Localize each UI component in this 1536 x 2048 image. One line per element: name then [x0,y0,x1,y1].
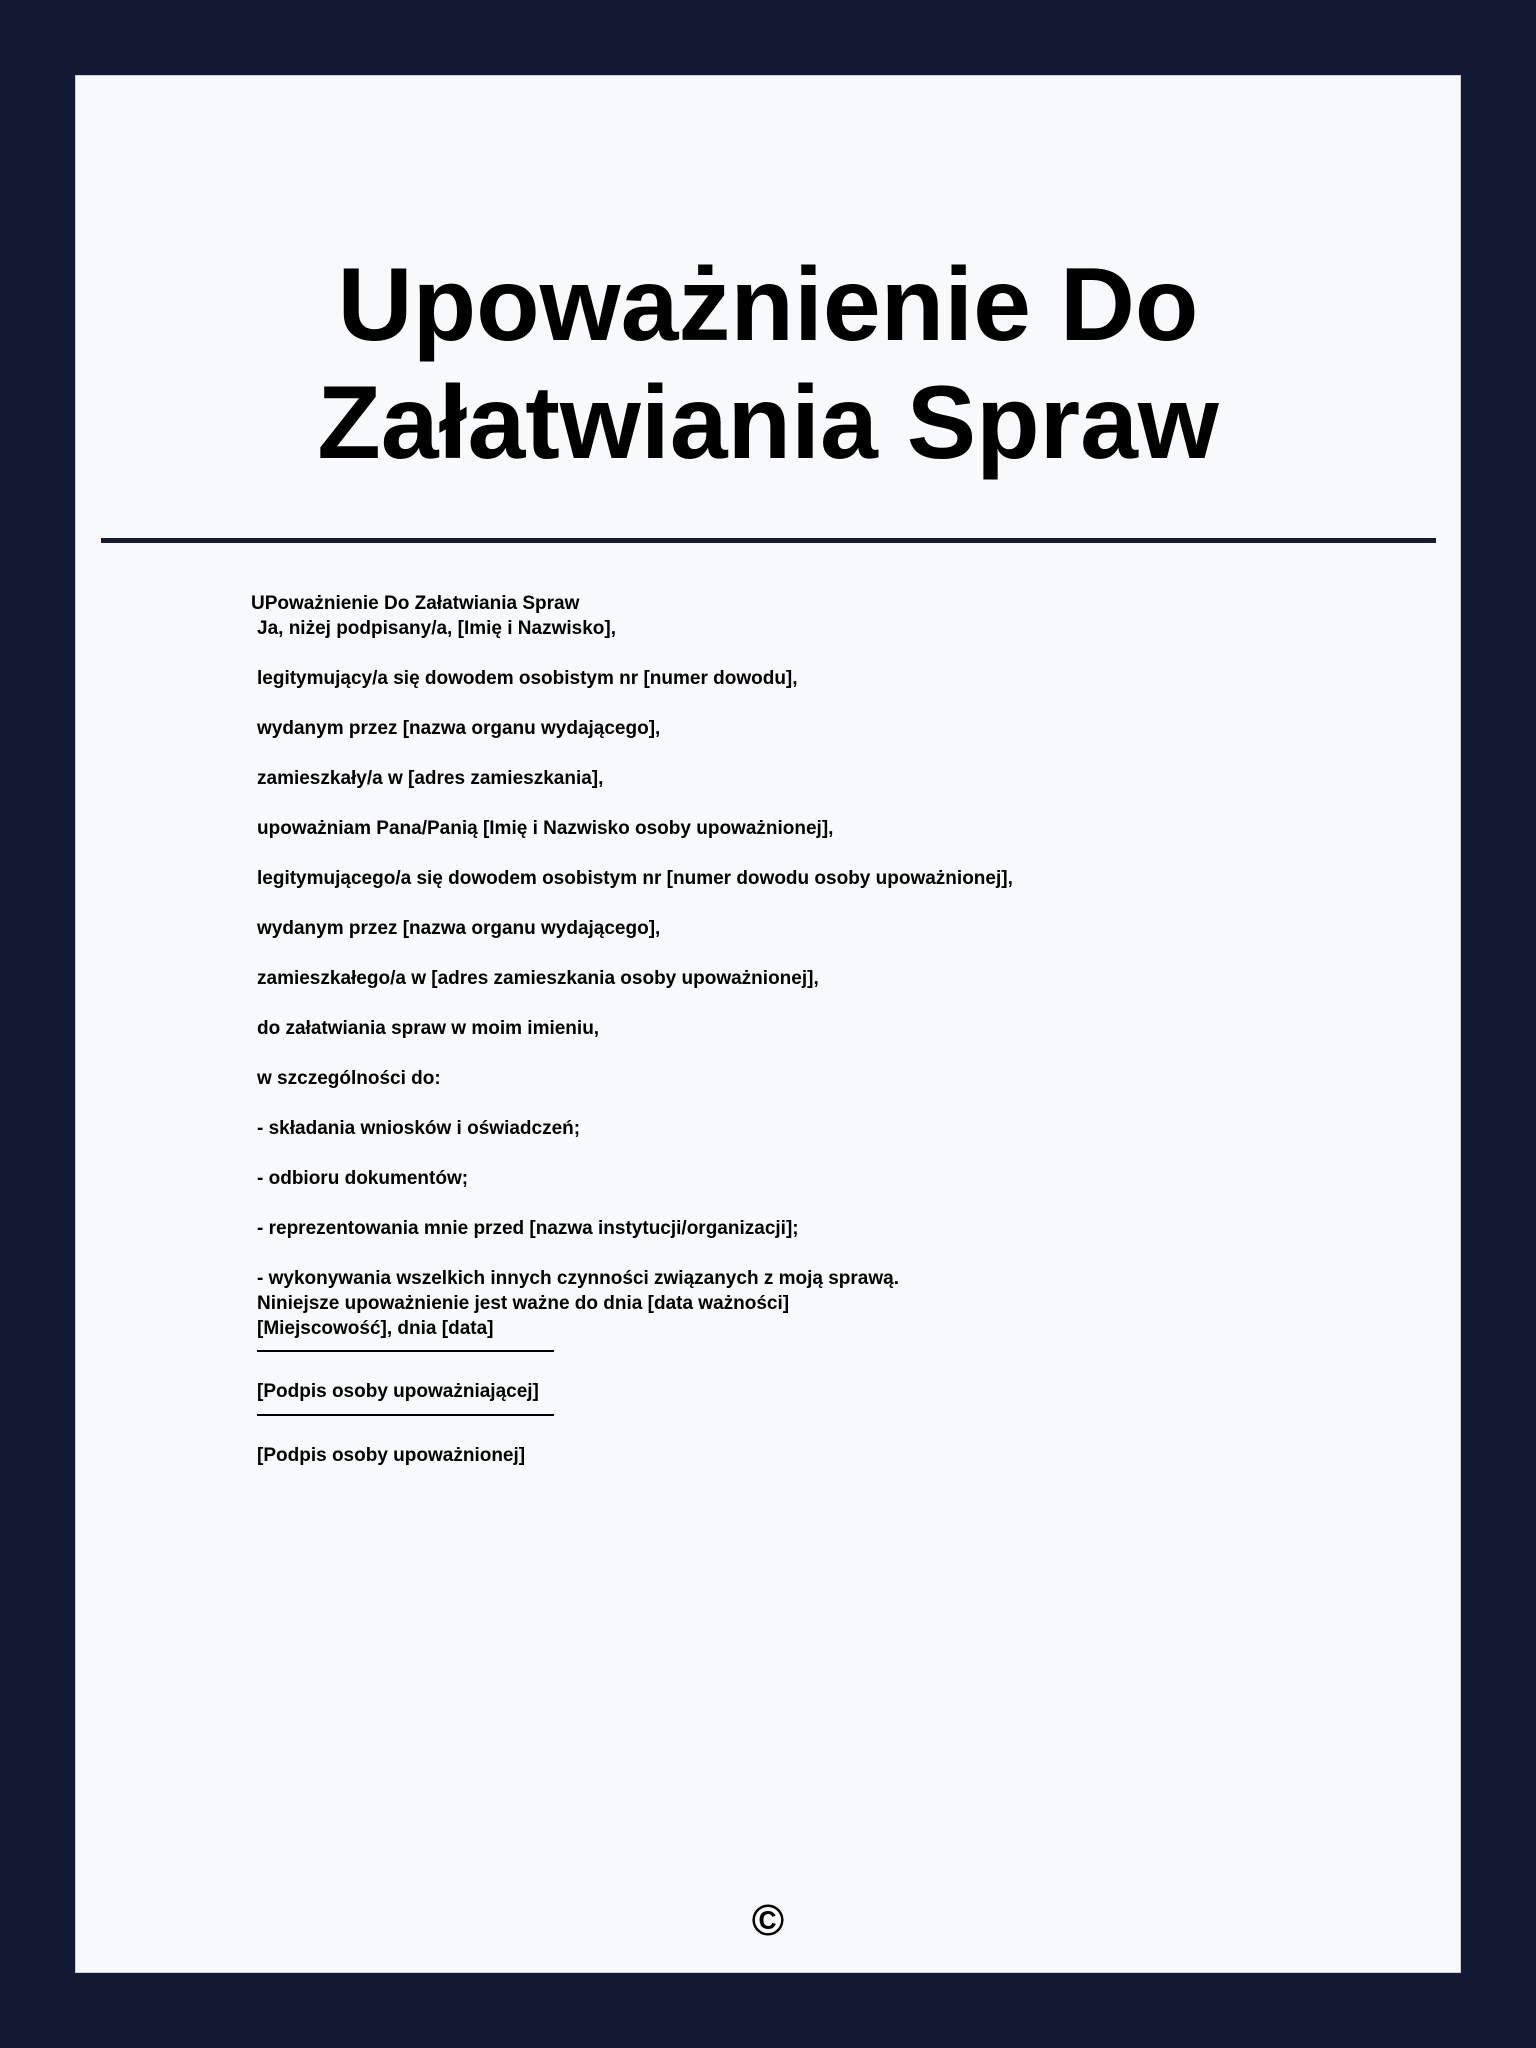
document-body [251,591,1251,1468]
list-item: - wykonywania wszelkich innych czynności związanych z moją sprawą. [257,1268,899,1289]
document-page [75,75,1461,1973]
paragraph-line: wydanym przez [nazwa organu wydającego], [257,718,661,739]
signature-line-grantor [257,1350,554,1352]
signature-line-grantee [257,1414,554,1416]
document-heading: UPoważnienie Do Załatwiania Spraw [251,593,580,614]
paragraph-list [251,616,1251,1341]
paragraph-line: upoważniam Pana/Panią [Imię i Nazwisko osoby upoważnionej], [257,818,834,839]
place-and-date: [Miejscowość], dnia [data] [257,1318,494,1339]
list-item: - składania wniosków i oświadczeń; [257,1118,581,1139]
paragraph-line: wydanym przez [nazwa organu wydającego], [257,918,661,939]
paragraph-line: w szczególności do: [257,1068,441,1089]
title-divider [101,538,1436,543]
paragraph-line: legitymującego/a się dowodem osobistym nr [numer dowodu osoby upoważnionej], [257,868,1013,889]
copyright-icon: © [751,1896,785,1945]
signature-label-grantor: [Podpis osoby upoważniającej] [257,1381,539,1402]
paragraph-line: do załatwiania spraw w moim imieniu, [257,1018,600,1039]
paragraph-line: zamieszkały/a w [adres zamieszkania], [257,768,604,789]
validity-statement: Niniejsze upoważnienie jest ważne do dnia [data ważności] [257,1293,790,1314]
document-title: Upoważnienie Do Załatwiania Spraw [317,247,1219,481]
paragraph-line: legitymujący/a się dowodem osobistym nr [numer dowodu], [257,668,798,689]
list-item: - reprezentowania mnie przed [nazwa instytucji/organizacji]; [257,1218,799,1239]
list-item: - odbioru dokumentów; [257,1168,469,1189]
paragraph-line: zamieszkałego/a w [adres zamieszkania osoby upoważnionej], [257,968,819,989]
signature-label-grantee: [Podpis osoby upoważnionej] [257,1445,526,1466]
paragraph-line: Ja, niżej podpisany/a, [Imię i Nazwisko], [257,618,616,639]
